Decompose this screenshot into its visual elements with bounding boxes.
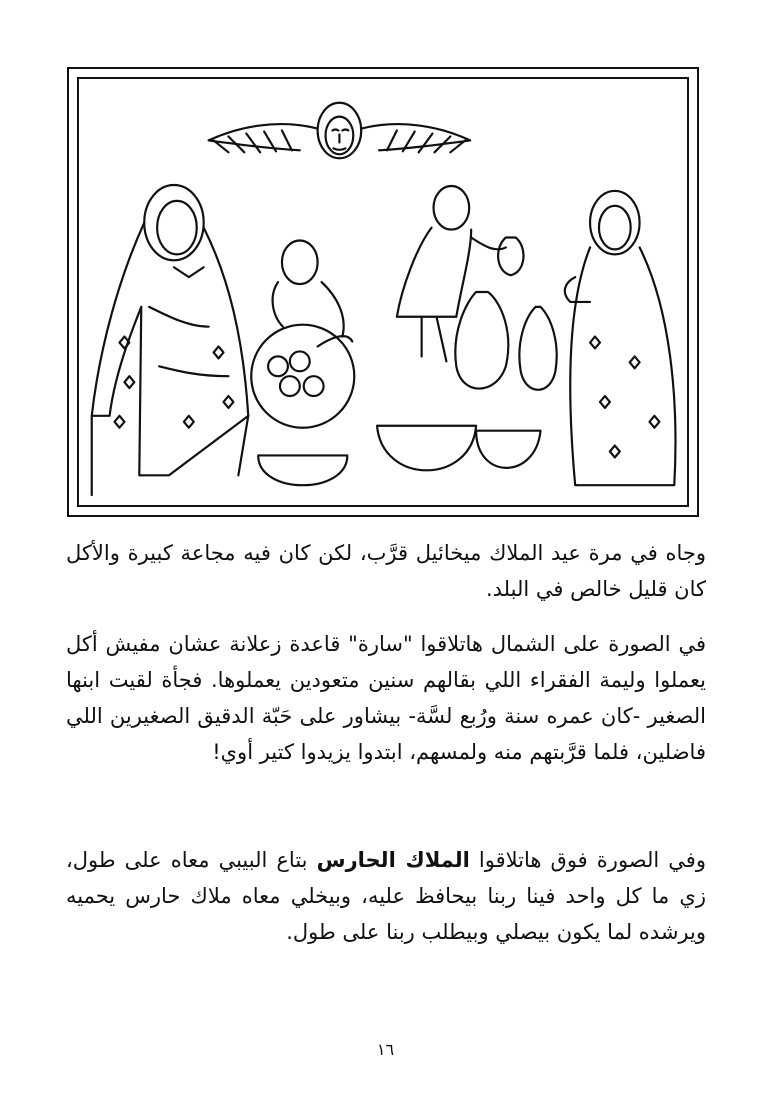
baby-figure [397, 186, 506, 361]
guardian-angel-emphasis: الملاك الحارس [316, 848, 470, 872]
paragraph-1-text: وجاه في مرة عيد الملاك ميخائيل قرَّب، لكن كان فيه مجاعة كبيرة والأكل كان قليل خالص في البلد. [66, 541, 706, 601]
coloring-illustration [79, 79, 687, 505]
sara-figure [92, 185, 249, 495]
paragraph-3-rest: بتاع البيبي معاه على طول، زي ما كل واحد فينا ربنا بيحافظ عليه، وبيخلي معاه ملاك حارس يحميه ويرشده لما يكون بيصلي وبيطلب ربنا على طول. [66, 848, 706, 944]
standing-woman-figure [565, 191, 676, 485]
child-with-tray-figure [251, 240, 354, 427]
illustration-frame [67, 67, 699, 517]
paragraph-2 [66, 626, 706, 770]
paragraph-3-text [66, 842, 706, 950]
bowls [258, 426, 540, 485]
angel-figure [209, 103, 471, 158]
jars [455, 238, 556, 390]
paragraph-3 [66, 842, 706, 950]
page-number: ١٦ [376, 1040, 395, 1059]
paragraph-3-lead: وفي الصورة فوق هاتلاقوا [469, 848, 706, 872]
paragraph-2-text: في الصورة على الشمال هاتلاقوا "سارة" قاعدة زعلانة عشان مفيش أكل يعملوا وليمة الفقراء اللي بقالهم سنين متعودين يعملوها. فجأة لقيت ابنها الصغير -كان عمره سنة ورُبع لسَّة- بيشاور على حَبّة الدقيق الصغيرين اللي فاضلين، فلما قرَّبتهم منه ولمسهم، ابتدوا يزيدوا كتير أوي! [66, 632, 706, 764]
paragraph-1 [66, 535, 706, 607]
illustration-inner-border [77, 77, 689, 507]
